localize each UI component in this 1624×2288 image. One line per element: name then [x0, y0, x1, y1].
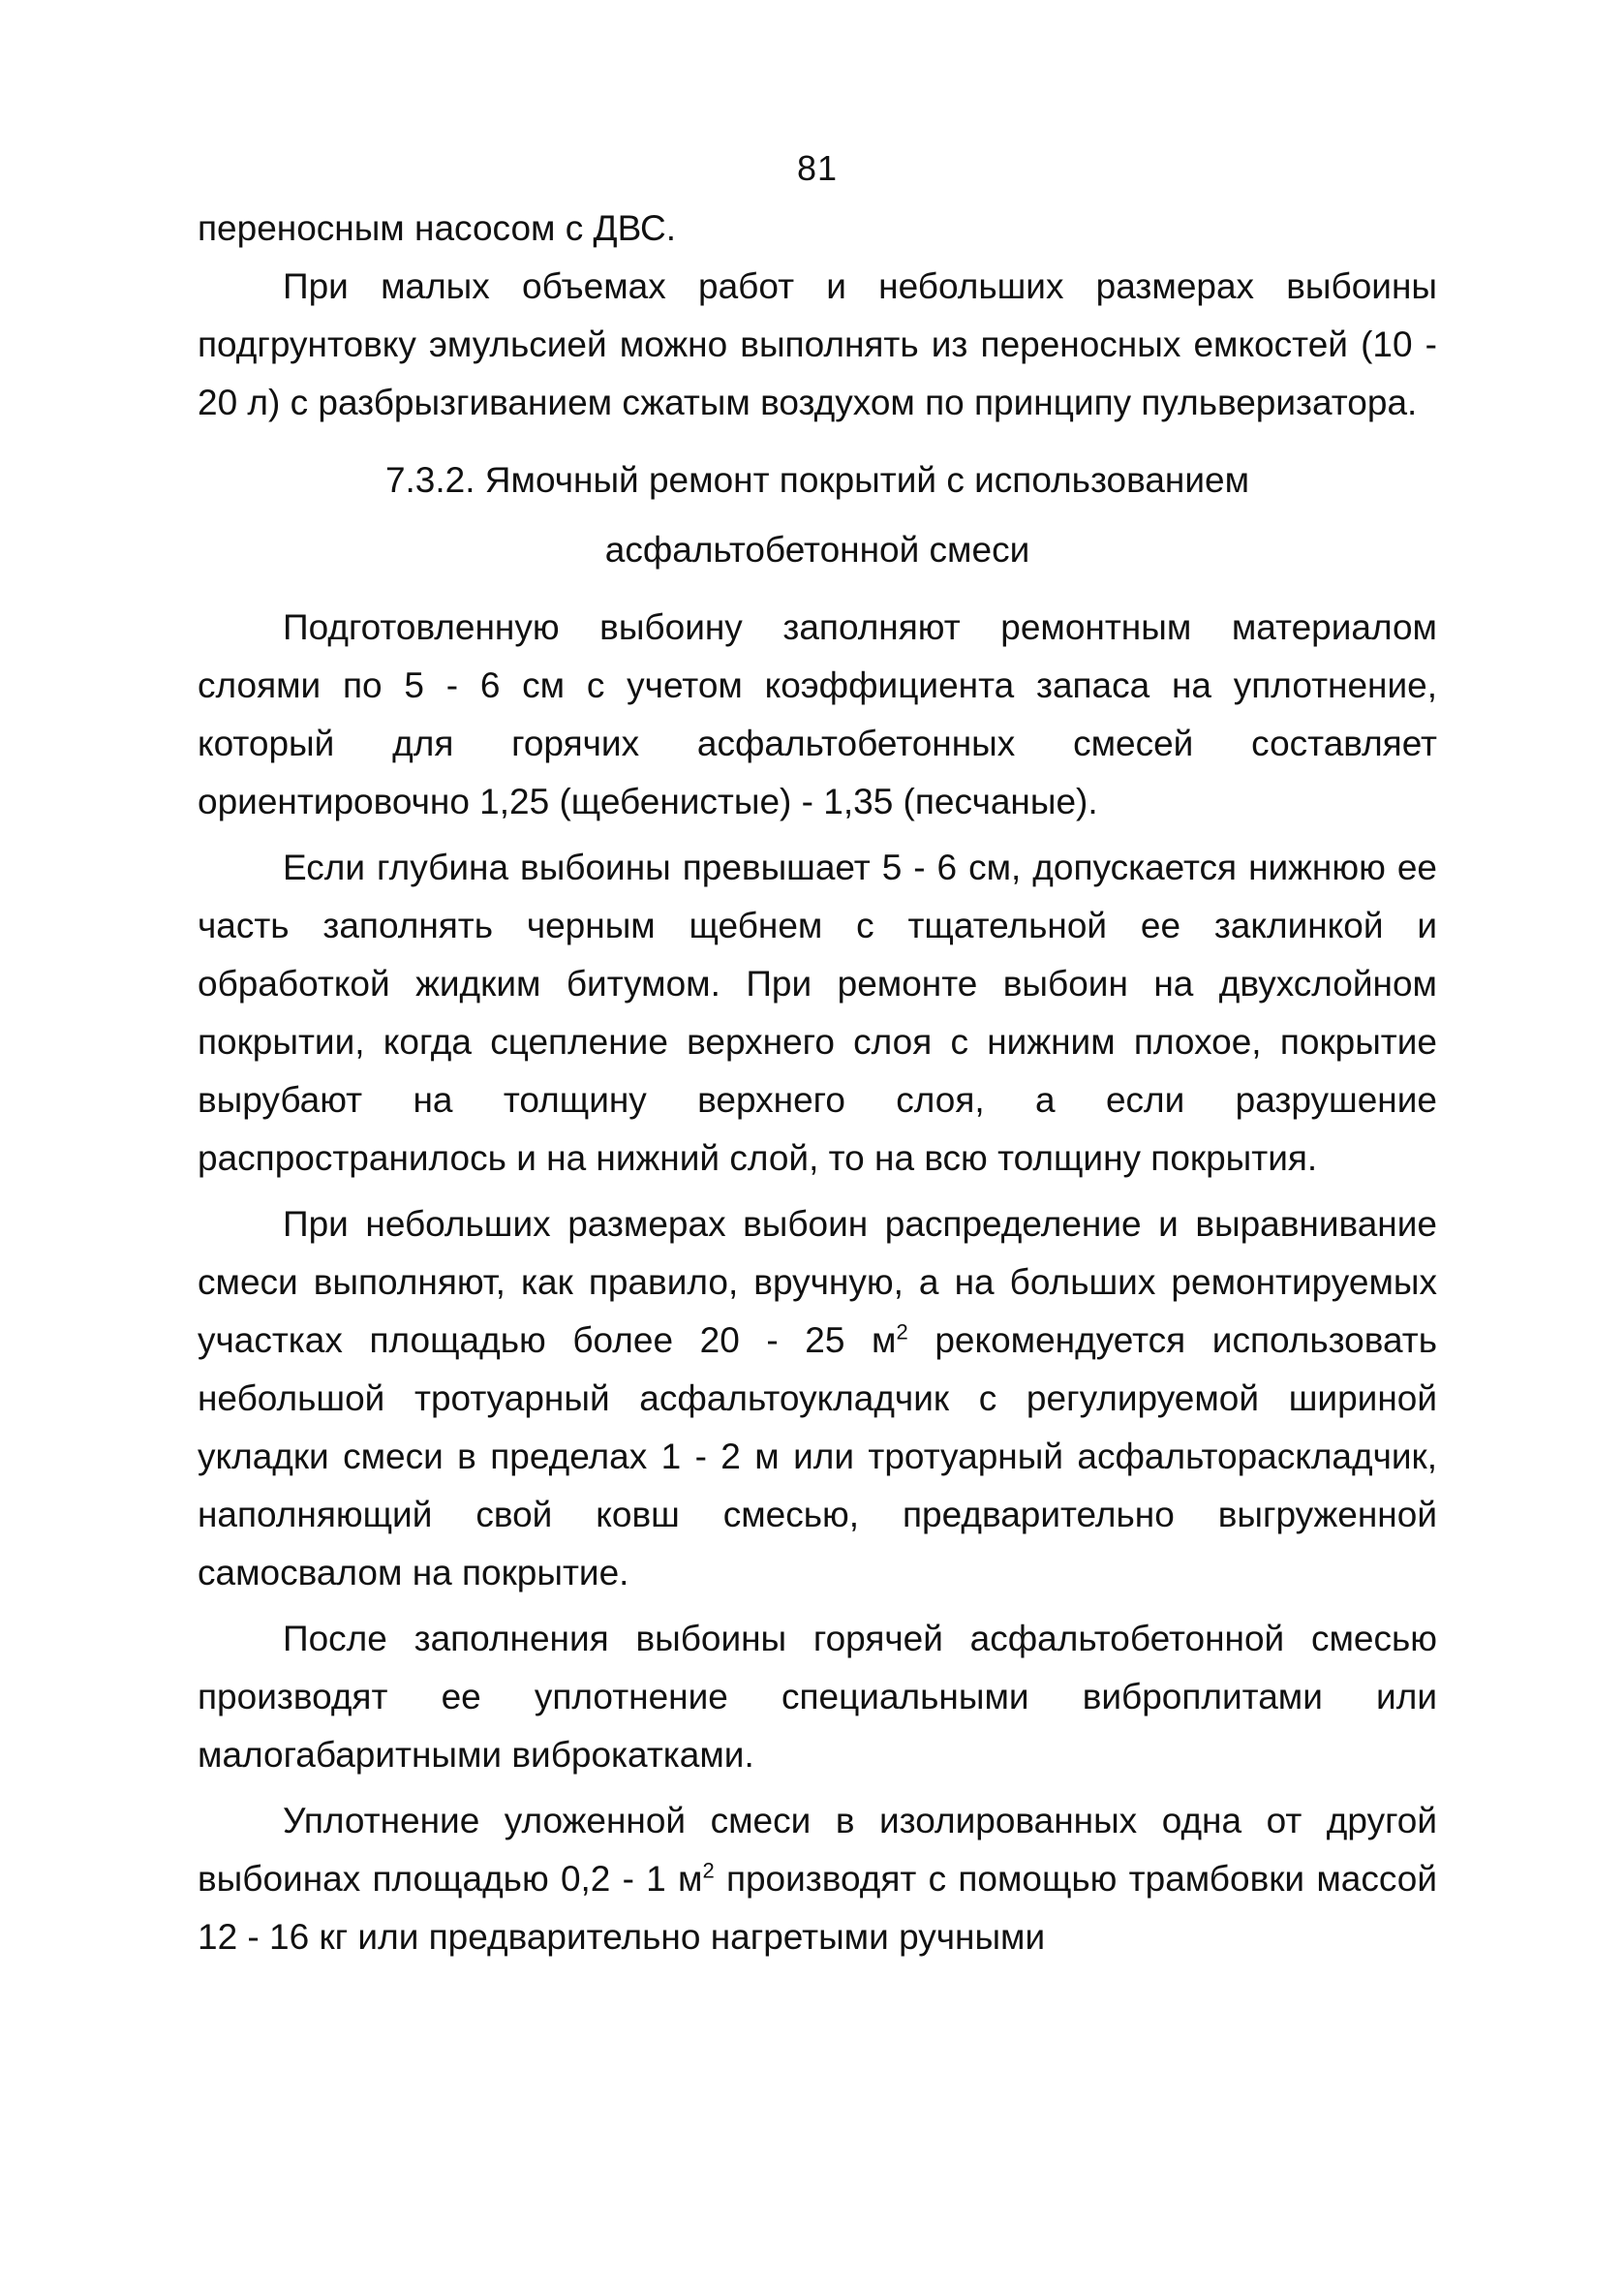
paragraph-distribution-text-1: При небольших размерах выбоин распределение и выравнивание смеси выполняют, как правило, вручную, а на больших ремонтируемых участках площадью более 20 - 25 м: [198, 1204, 1437, 1360]
paragraph-tamping-text-1: Уплотнение уложенной смеси в изолированных одна от другой выбоинах площадью 0,2 - 1 м: [198, 1801, 1437, 1899]
paragraph-priming: При малых объемах работ и небольших размерах выбоины подгрунтовку эмульсией можно выполнять из переносных емкостей (10 - 20 л) с разбрызгиванием сжатым воздухом по принципу пульверизатора.: [198, 266, 1437, 422]
document-page: [198, 145, 1437, 1966]
superscript-square: 2: [896, 1319, 908, 1345]
paragraph-compaction: После заполнения выбоины горячей асфальтобетонной смесью производят ее уплотнение специальными виброплитами или малогабаритными виброкатками.: [198, 1619, 1437, 1775]
section-heading-line-1: 7.3.2. Ямочный ремонт покрытий с использованием: [384, 460, 1250, 500]
page-number: 81: [796, 148, 839, 188]
paragraph-depth: Если глубина выбоины превышает 5 - 6 см, допускается нижнюю ее часть заполнять черным щебнем с тщательной ее заклинкой и обработкой жидким битумом. При ремонте выбоин на двухслойном покрытии, когда сцепление верхнего слоя с нижним плохое, покрытие вырубают на толщину верхнего слоя, а если разрушение распространилось и на нижний слой, то на всю толщину покрытия.: [198, 848, 1437, 1178]
paragraph-filling: Подготовленную выбоину заполняют ремонтным материалом слоями по 5 - 6 см с учетом коэффициента запаса на уплотнение, который для горячих асфальтобетонных смесей составляет ориентировочно 1,25 (щебенистые) - 1,35 (песчаные).: [198, 607, 1437, 821]
section-heading: [198, 446, 1437, 585]
paragraph-continuation: переносным насосом с ДВС.: [198, 208, 677, 248]
superscript-square-2: 2: [702, 1858, 715, 1883]
paragraph-distribution-text-2: рекомендуется использовать небольшой тротуарный асфальтоукладчик с регулируемой шириной укладки смеси в пределах 1 - 2 м или тротуарный асфальтораскладчик, наполняющий свой ковш смесью, предварительно выгруженной самосвалом на покрытие.: [198, 1320, 1437, 1592]
paragraph-distribution: [198, 1195, 1437, 1602]
paragraph-tamping-text-2: производят с помощью трамбовки массой 12 - 16 кг или предварительно нагретыми ручными: [198, 1859, 1438, 1957]
section-heading-line-2: асфальтобетонной смеси: [604, 530, 1030, 570]
paragraph-tamping: [198, 1792, 1437, 1966]
